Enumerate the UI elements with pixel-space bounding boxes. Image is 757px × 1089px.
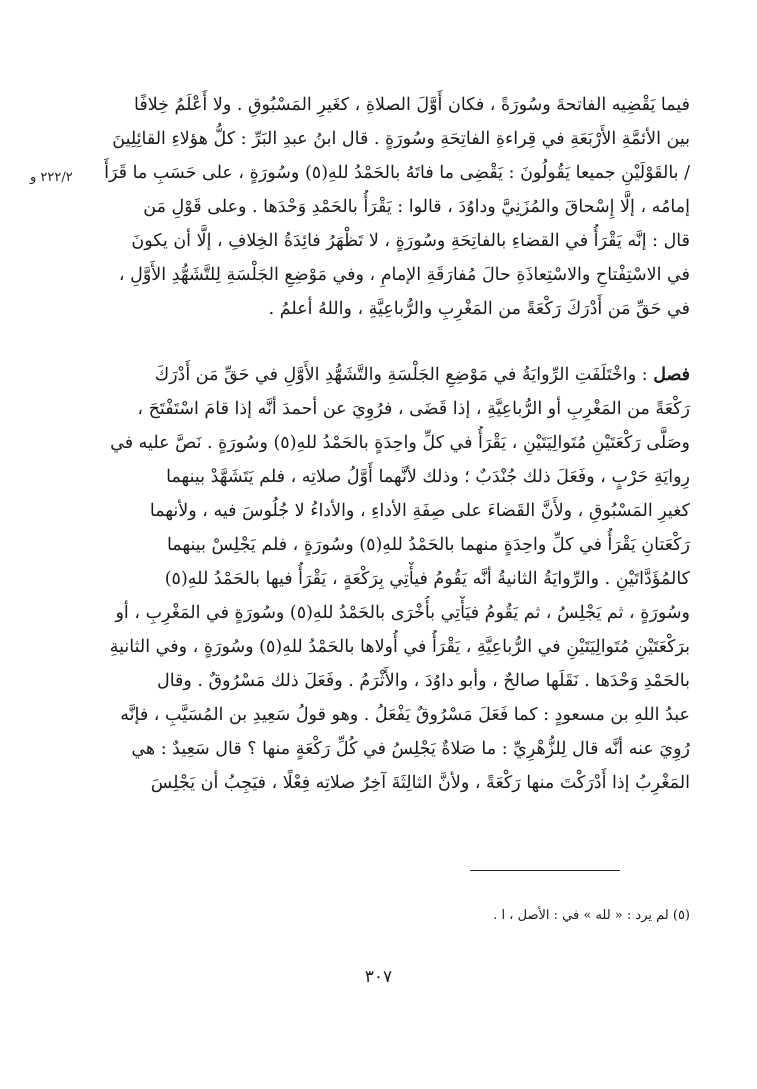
text-line: وسُورَةٍ ، ثم يَجْلِسُ ، ثم يَقُومُ فيَأْتِي بأُخْرَى بالحَمْدُ للهِ(٥) وسُورَةٍ في المَغْرِبِ ، أو xyxy=(115,603,690,623)
text-line: رَكْعَةً من المَغْرِبِ أو الرُّباعِيَّةِ ، إذا قَضَى ، فرُوِيَ عن أحمدَ أنَّه إذا قامَ اسْتَفْتَحَ ، xyxy=(137,399,690,419)
section-label: فصل xyxy=(653,365,690,385)
section-first-line-text: : واخْتَلَفَتِ الرِّوايَةُ في مَوْضِعِ الجَلْسَةِ والتَّشَهُّدِ الأَوَّلِ في حَقِّ مَن أَدْرَكَ xyxy=(154,365,654,385)
paragraph-2-section xyxy=(100,358,690,800)
text-line: قال : إنَّه يَقْرَأُ في القضاءِ بالفاتِحَةِ وسُورَةٍ ، لا تَظْهَرُ فائِدَةُ الخِلافِ ، إلَّا أن يكونَ xyxy=(131,231,690,251)
text-line: كغيرِ المَسْبُوقِ ، ولأَنَّ القَضاءَ على صِفَةِ الأداءِ ، والأداءُ لا جُلُوسَ فيه ، ولأنهما xyxy=(149,501,690,521)
text-line: رَكْعَتانِ يَقْرَأُ في كلِّ واحِدَةٍ منهما بالحَمْدُ للهِ(٥) وسُورَةٍ ، فلم يَجْلِسْ بينهما xyxy=(166,535,690,555)
text-line: كالمُؤَدَّاتَيْنِ . والرِّوايَةُ الثانيةُ أنَّه يَقُومُ فيأْتِي بِرَكْعَةٍ ، يَقْرَأُ فيها بالحَمْدُ للهِ(٥) xyxy=(164,569,690,589)
page-number: ٣٠٧ xyxy=(364,967,393,987)
footnote: (٥) لم يرد : « لله » في : الأصل ، ا . xyxy=(493,908,690,923)
text-line: برَكْعَتَيْنِ مُتَوالِيَتَيْنِ في الرُّباعِيَّةِ ، يَقْرَأُ في أُولاها بالحَمْدُ للهِ(٥) وسُورَةٍ ، وفي الثانيةِ xyxy=(109,637,690,657)
text-line: بين الأئمَّةِ الأَرْبَعَةِ في قِراءةِ الفاتِحَةِ وسُورَةٍ . قال ابنُ عبدِ البَرِّ : كلُّ هؤلاءِ القائِلِينَ xyxy=(112,129,690,149)
margin-folio-note: ٢٢٢/٢ و xyxy=(30,170,73,185)
text-line: رِوايَةِ حَرْبٍ ، وفَعَلَ ذلك جُنْدَبٌ ؛ وذلك لأنَّهما أَوَّلُ صلاتِه ، فلم يَتَشَهَّدْ بينهما xyxy=(166,467,690,487)
text-line: رُوِيَ عنه أنَّه قال لِلزُّهْرِيِّ : ما صَلاةٌ يَجْلِسُ في كُلِّ رَكْعَةٍ منها ؟ قال سَعِيدٌ : هي xyxy=(131,739,690,759)
text-line: في حَقِّ مَن أَدْرَكَ رَكْعَةً من المَغْرِبِ والرُّباعِيَّةِ ، واللهُ أعلمُ . xyxy=(268,299,690,319)
footnote-divider xyxy=(470,870,620,871)
text-line: في الاسْتِفْتاحِ والاسْتِعاذَةِ حالَ مُفارَقَةِ الإمامِ ، وفي مَوْضِعِ الجَلْسَةِ لِلتَّشَهُّدِ الأَوَّلِ ، xyxy=(118,265,690,285)
text-line: فيما يَقْضِيه الفاتحةَ وسُورَةً ، فكان أَوَّلَ الصلاةِ ، كغَيرِ المَسْبُوقِ . ولا أَعْلَمُ خِلافًا xyxy=(134,95,690,115)
text-line: عبدُ اللهِ بن مسعودٍ : كما فَعَلَ مَسْرُوقٌ يَفْعَلُ . وهو قولُ سَعِيدِ بن المُسَيَّبِ ، فإنَّه xyxy=(120,705,690,725)
text-line: / بالقَوْلَيْنِ جميعا يَقُولُونَ : يَقْضِى ما فاتَهُ بالحَمْدُ للهِ(٥) وسُورَةٍ ، على حَسَبِ ما قَرَأَ xyxy=(104,163,690,183)
text-line: بالحَمْدِ وَحْدَها . نَقَلَها صالحٌ ، وأبو داوُدَ ، والأَثْرَمُ . وفَعَلَ ذلك مَسْرُوقٌ . وقال xyxy=(156,671,690,691)
text-line xyxy=(100,358,690,392)
text-line: وصَلَّى رَكْعَتَيْنِ مُتَوالِيَتَيْنِ ، يَقْرَأُ في كلِّ واحِدَةٍ بالحَمْدُ للهِ(٥) وسُورَةٍ . نَصَّ عليه في xyxy=(110,433,690,453)
paragraph-1 xyxy=(100,88,690,326)
text-line: المَغْرِبُ إذا أَدْرَكْتَ منها رَكْعَةً ، ولأنَّ الثالِثَةَ آخِرُ صلاتِه فِعْلًا ، فيَجِبُ أن يَجْلِسَ xyxy=(150,773,690,793)
text-line: إمامُه ، إلَّا إِسْحاقَ والمُزَنِيَّ وداوُدَ ، قالوا : يَقْرَأُ بالحَمْدِ وَحْدَها . وعلى قَوْلِ مَن xyxy=(143,197,690,217)
